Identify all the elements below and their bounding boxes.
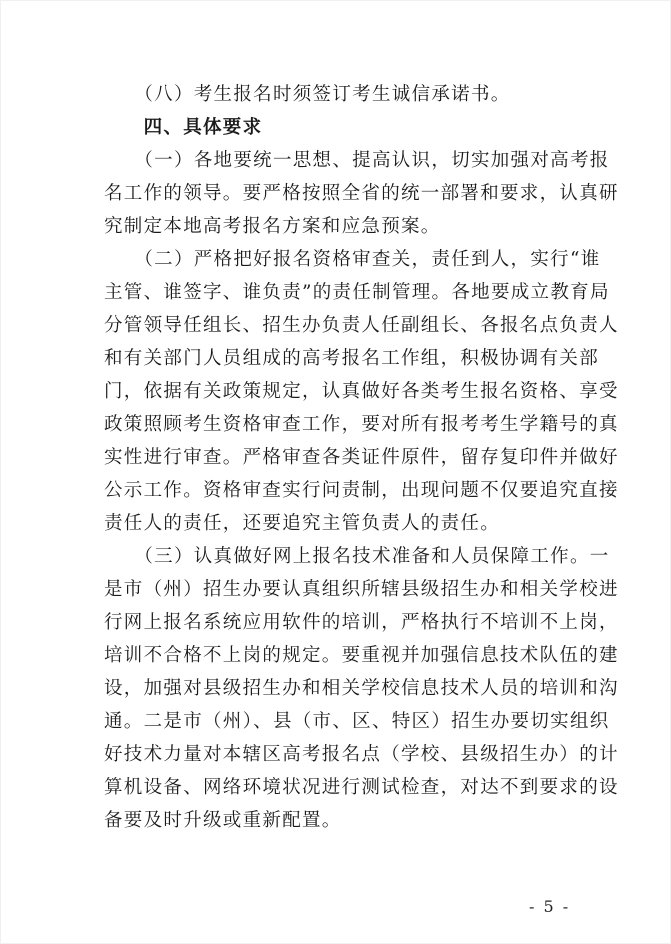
section-heading: 四、具体要求 — [104, 117, 263, 138]
paragraph-line: 是市（州）招生办要认真组织所辖县级招生办和相关学校进 — [104, 579, 619, 600]
paragraph-line: （一）各地要统一思想、提高认识，切实加强对高考报 — [104, 150, 610, 171]
paragraph-line: 责任人的责任，还要追究主管负责人的责任。 — [104, 513, 501, 534]
paragraph-line: 行网上报名系统应用软件的培训，严格执行不培训不上岗， — [104, 612, 619, 633]
paragraph-line: 好技术力量对本辖区高考报名点（学校、县级招生办）的计 — [104, 744, 619, 765]
paragraph-line: 通。二是市（州）、县（市、区、特区）招生办要切实组织 — [104, 711, 610, 732]
paragraph-line: （二）严格把好报名资格审查关，责任到人，实行“谁 — [104, 249, 601, 270]
paragraph-line-8: （八）考生报名时须签订考生诚信承诺书。 — [104, 84, 511, 105]
paragraph-line: 分管领导任组长、招生办负责人任副组长、各报名点负责人 — [104, 315, 619, 336]
paragraph-line: 门，依据有关政策规定，认真做好各类考生报名资格、享受 — [104, 381, 619, 402]
paragraph-line: 实性进行审查。严格审查各类证件原件，留存复印件并做好 — [104, 447, 619, 468]
paragraph-line: 算机设备、网络环境状况进行测试检查，对达不到要求的设 — [104, 777, 619, 798]
page-number: - 5 - — [529, 897, 571, 916]
paragraph-line: 名工作的领导。要严格按照全省的统一部署和要求，认真研 — [104, 183, 619, 204]
paragraph-line: 备要及时升级或重新配置。 — [104, 810, 342, 831]
paragraph-line: 究制定本地高考报名方案和应急预案。 — [104, 216, 441, 237]
paragraph-line: 和有关部门人员组成的高考报名工作组，积极协调有关部 — [104, 348, 600, 369]
paragraph-line: 主管、谁签字、谁负责”的责任制管理。各地要成立教育局 — [104, 282, 610, 303]
paragraph-line: 政策照顾考生资格审查工作，要对所有报考考生学籍号的真 — [104, 414, 619, 435]
paragraph-line: （三）认真做好网上报名技术准备和人员保障工作。一 — [104, 546, 610, 567]
paragraph-line: 培训不合格不上岗的规定。要重视并加强信息技术队伍的建 — [104, 645, 619, 666]
paragraph-line: 设，加强对县级招生办和相关学校信息技术人员的培训和沟 — [104, 678, 619, 699]
paragraph-line: 公示工作。资格审查实行问责制，出现问题不仅要追究直接 — [104, 480, 619, 501]
